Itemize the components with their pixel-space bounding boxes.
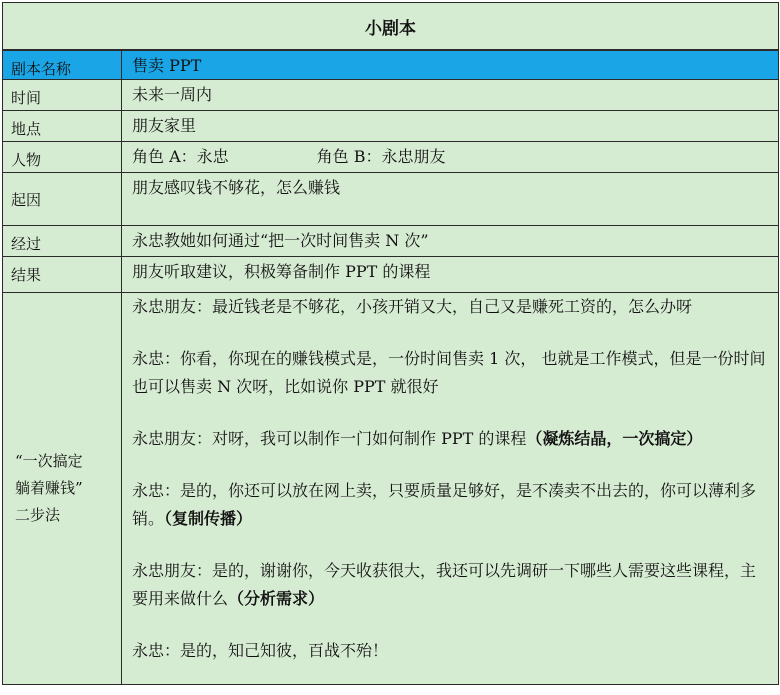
dialogue xyxy=(122,293,779,685)
dialogue-line-3: 永忠朋友：对呀，我可以制作一门如何制作 PPT 的课程（凝炼结晶，一次搞定） xyxy=(132,429,703,448)
row-result xyxy=(3,257,779,293)
dialogue-line-4: 永忠：是的，你还可以放在网上卖，只要质量足够好，是不凑卖不出去的，你可以薄利多销。（复制传播） xyxy=(132,481,757,528)
label-method xyxy=(3,293,122,685)
row-characters xyxy=(3,142,779,173)
dialogue-tag-5: （分析需求） xyxy=(228,589,325,608)
row-place xyxy=(3,111,779,142)
row-time xyxy=(3,80,779,111)
method-label-line-1: “一次搞定 xyxy=(15,452,83,470)
dialogue-tag-4: （复制传播） xyxy=(164,509,253,528)
dialogue-line-6: 永忠：是的，知己知彼，百战不殆！ xyxy=(132,641,389,660)
value-cause: 朋友感叹钱不够花，怎么赚钱 xyxy=(122,173,779,226)
table-title: 小剧本 xyxy=(3,3,779,51)
script-table xyxy=(2,2,779,685)
label-process: 经过 xyxy=(3,226,122,257)
character-a: 角色 A：永忠 xyxy=(132,147,229,166)
dialogue-tag-3: （凝炼结晶，一次搞定） xyxy=(526,429,703,448)
method-label-line-2: 躺着赚钱” xyxy=(15,479,83,497)
row-script-name xyxy=(3,50,779,80)
title-row xyxy=(3,3,779,51)
value-characters xyxy=(122,142,779,173)
value-result: 朋友听取建议，积极筹备制作 PPT 的课程 xyxy=(122,257,779,293)
label-cause: 起因 xyxy=(3,173,122,226)
label-characters: 人物 xyxy=(3,142,122,173)
row-cause xyxy=(3,173,779,226)
character-b: 角色 B：永忠朋友 xyxy=(316,147,446,166)
label-script-name: 剧本名称 xyxy=(3,50,122,80)
label-place: 地点 xyxy=(3,111,122,142)
value-script-name: 售卖 PPT xyxy=(122,50,779,80)
value-process: 永忠教她如何通过“把一次时间售卖 N 次” xyxy=(122,226,779,257)
dialogue-line-1: 永忠朋友：最近钱老是不够花，小孩开销又大，自己又是赚死工资的，怎么办呀 xyxy=(132,297,693,316)
method-label-line-3: 二步法 xyxy=(15,506,61,524)
row-method xyxy=(3,293,779,685)
label-result: 结果 xyxy=(3,257,122,293)
row-process xyxy=(3,226,779,257)
value-place: 朋友家里 xyxy=(122,111,779,142)
value-time: 未来一周内 xyxy=(122,80,779,111)
label-time: 时间 xyxy=(3,80,122,111)
dialogue-line-2: 永忠：你看，你现在的赚钱模式是，一份时间售卖 1 次， 也就是工作模式，但是一份时间也可以售卖 N 次呀，比如说你 PPT 就很好 xyxy=(132,349,766,396)
dialogue-line-5: 永忠朋友：是的，谢谢你，今天收获很大，我还可以先调研一下哪些人需要这些课程，主要用来做什么（分析需求） xyxy=(132,561,757,608)
